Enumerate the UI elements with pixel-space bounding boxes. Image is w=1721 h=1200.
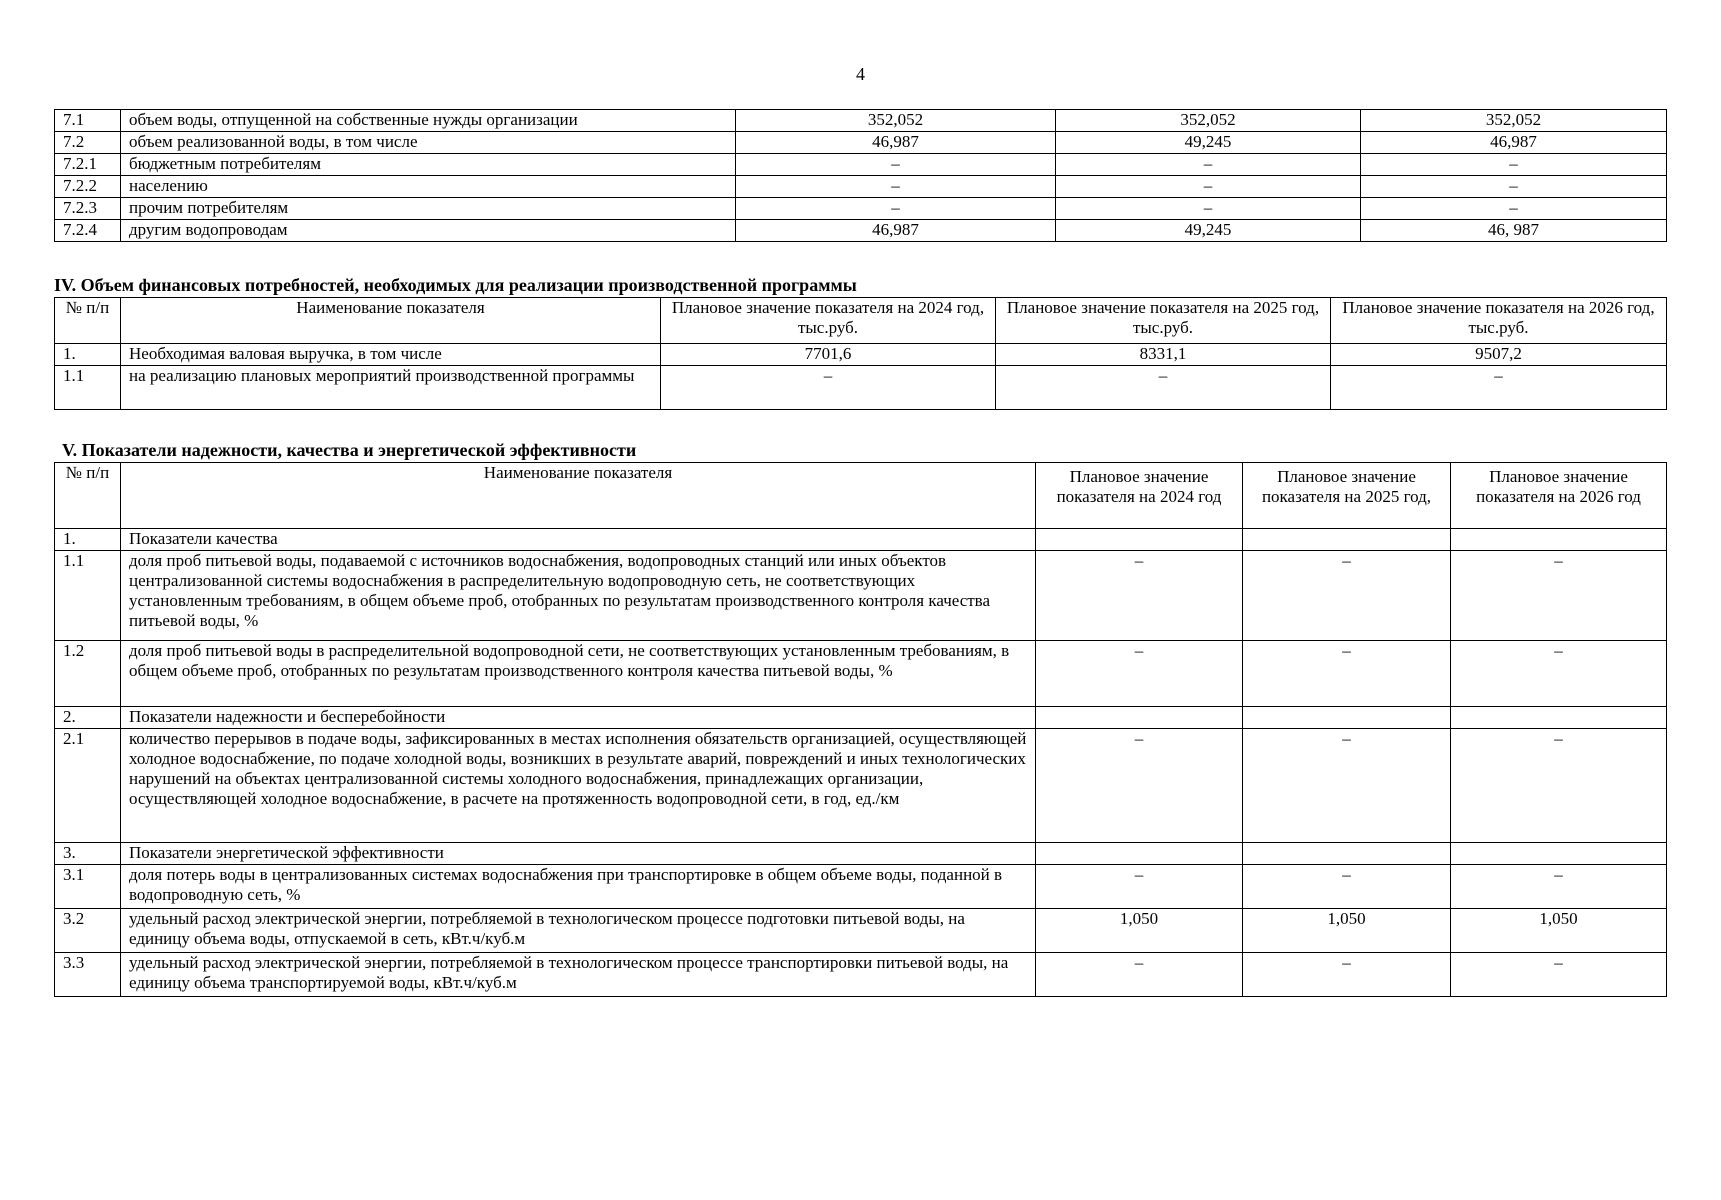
- row-number: 7.2.4: [55, 220, 121, 242]
- section-4-title: IV. Объем финансовых потребностей, необходимых для реализации производственной программы: [54, 275, 857, 295]
- indicator-name: прочим потребителям: [121, 198, 736, 220]
- reliability-quality-table: [54, 462, 1667, 997]
- value-2025: –: [996, 366, 1331, 410]
- table-row: [55, 909, 1667, 953]
- table-row: [55, 366, 1667, 410]
- value-2025: 352,052: [1056, 110, 1361, 132]
- table-row: [55, 220, 1667, 242]
- value-2025: –: [1243, 551, 1451, 641]
- indicator-name: населению: [121, 176, 736, 198]
- indicator-name: удельный расход электрической энергии, потребляемой в технологическом процессе подготовки питьевой воды, на единицу объема воды, отпускаемой в сеть, кВт.ч/куб.м: [121, 909, 1036, 953]
- indicator-name: объем реализованной воды, в том числе: [121, 132, 736, 154]
- value-2026: –: [1361, 176, 1667, 198]
- value-2026: 352,052: [1361, 110, 1667, 132]
- value-2025: 1,050: [1243, 909, 1451, 953]
- indicator-name: доля проб питьевой воды в распределительной водопроводной сети, не соответствующих установленным требованиям, в общем объеме проб, отобранных по результатам производственного контроля качества питьевой воды, %: [121, 641, 1036, 707]
- value-2024: –: [736, 154, 1056, 176]
- table-row: [55, 551, 1667, 641]
- section-5-title: V. Показатели надежности, качества и энергетической эффективности: [62, 440, 637, 460]
- value-2025: [1243, 707, 1451, 729]
- table-row: [55, 865, 1667, 909]
- indicator-name: удельный расход электрической энергии, потребляемой в технологическом процессе транспортировки питьевой воды, на единицу объема транспортируемой воды, кВт.ч/куб.м: [121, 953, 1036, 997]
- value-2024: [1036, 529, 1243, 551]
- value-2024: 352,052: [736, 110, 1056, 132]
- header-name: Наименование показателя: [121, 298, 661, 344]
- table-row: [55, 132, 1667, 154]
- header-no: № п/п: [55, 298, 121, 344]
- indicator-name: бюджетным потребителям: [121, 154, 736, 176]
- table-row: [55, 953, 1667, 997]
- row-number: 1.1: [55, 366, 121, 410]
- row-number: 1.: [55, 529, 121, 551]
- indicator-name: Показатели надежности и бесперебойности: [121, 707, 1036, 729]
- table-row: [55, 110, 1667, 132]
- value-2026: 1,050: [1451, 909, 1667, 953]
- value-2026: 46, 987: [1361, 220, 1667, 242]
- value-2024: [1036, 707, 1243, 729]
- value-2024: –: [736, 198, 1056, 220]
- header-2026: Плановое значение показателя на 2026 год, тыс.руб.: [1331, 298, 1667, 344]
- value-2026: –: [1451, 641, 1667, 707]
- value-2024: 7701,6: [661, 344, 996, 366]
- value-2024: [1036, 843, 1243, 865]
- value-2025: –: [1056, 176, 1361, 198]
- header-2025: Плановое значение показателя на 2025 год, тыс.руб.: [996, 298, 1331, 344]
- indicator-name: Необходимая валовая выручка, в том числе: [121, 344, 661, 366]
- table-row: [55, 641, 1667, 707]
- value-2024: 46,987: [736, 220, 1056, 242]
- row-number: 7.2.1: [55, 154, 121, 176]
- value-2026: [1451, 707, 1667, 729]
- value-2026: –: [1361, 198, 1667, 220]
- indicator-name: доля потерь воды в централизованных системах водоснабжения при транспортировке в общем объеме воды, поданной в водопроводную сеть, %: [121, 865, 1036, 909]
- value-2024: 46,987: [736, 132, 1056, 154]
- row-number: 7.2.2: [55, 176, 121, 198]
- value-2025: [1243, 843, 1451, 865]
- row-number: 1.1: [55, 551, 121, 641]
- value-2024: –: [736, 176, 1056, 198]
- row-number: 3.1: [55, 865, 121, 909]
- header-2026: Плановое значение показателя на 2026 год: [1451, 463, 1667, 529]
- indicator-name: Показатели качества: [121, 529, 1036, 551]
- row-number: 7.2.3: [55, 198, 121, 220]
- value-2024: –: [1036, 729, 1243, 843]
- header-name: Наименование показателя: [121, 463, 1036, 529]
- row-number: 7.1: [55, 110, 121, 132]
- table-row: [55, 344, 1667, 366]
- value-2024: 1,050: [1036, 909, 1243, 953]
- table-row: [55, 176, 1667, 198]
- row-number: 1.2: [55, 641, 121, 707]
- table-row: [55, 843, 1667, 865]
- indicator-name: объем воды, отпущенной на собственные нужды организации: [121, 110, 736, 132]
- row-number: 3.3: [55, 953, 121, 997]
- value-2024: –: [1036, 551, 1243, 641]
- value-2026: –: [1451, 729, 1667, 843]
- value-2025: –: [1243, 641, 1451, 707]
- value-2026: 9507,2: [1331, 344, 1667, 366]
- value-2025: [1243, 529, 1451, 551]
- value-2026: 46,987: [1361, 132, 1667, 154]
- table-row: [55, 707, 1667, 729]
- table-row: [55, 154, 1667, 176]
- value-2026: –: [1331, 366, 1667, 410]
- value-2025: 8331,1: [996, 344, 1331, 366]
- page-number: 4: [856, 64, 865, 84]
- header-no: № п/п: [55, 463, 121, 529]
- value-2026: –: [1361, 154, 1667, 176]
- value-2026: –: [1451, 953, 1667, 997]
- financial-needs-table: [54, 297, 1667, 410]
- table-row: [55, 529, 1667, 551]
- indicator-name: доля проб питьевой воды, подаваемой с источников водоснабжения, водопроводных станций или иных объектов централизованной системы водоснабжения в распределительную водопроводную сеть, не соответствующих установленным требованиям, в общем объеме проб, отобранных по результатам производственного контроля качества питьевой воды, %: [121, 551, 1036, 641]
- header-2025: Плановое значение показателя на 2025 год,: [1243, 463, 1451, 529]
- water-volume-table: [54, 109, 1667, 242]
- table-row: [55, 198, 1667, 220]
- value-2024: –: [1036, 953, 1243, 997]
- row-number: 7.2: [55, 132, 121, 154]
- indicator-name: количество перерывов в подаче воды, зафиксированных в местах исполнения обязательств организацией, осуществляющей холодное водоснабжение, по подаче холодной воды, возникших в результате аварий, повреждений и иных технологических нарушений на объектах централизованной системы холодного водоснабжения, принадлежащих организации, осуществляющей холодное водоснабжение, в расчете на протяженность водопроводной сети, в год, ед./км: [121, 729, 1036, 843]
- indicator-name: другим водопроводам: [121, 220, 736, 242]
- row-number: 3.: [55, 843, 121, 865]
- value-2025: 49,245: [1056, 220, 1361, 242]
- header-2024: Плановое значение показателя на 2024 год: [1036, 463, 1243, 529]
- row-number: 1.: [55, 344, 121, 366]
- value-2024: –: [1036, 865, 1243, 909]
- row-number: 2.: [55, 707, 121, 729]
- value-2026: –: [1451, 865, 1667, 909]
- value-2025: –: [1056, 198, 1361, 220]
- value-2025: 49,245: [1056, 132, 1361, 154]
- indicator-name: на реализацию плановых мероприятий производственной программы: [121, 366, 661, 410]
- header-2024: Плановое значение показателя на 2024 год, тыс.руб.: [661, 298, 996, 344]
- value-2024: –: [1036, 641, 1243, 707]
- indicator-name: Показатели энергетической эффективности: [121, 843, 1036, 865]
- value-2026: [1451, 529, 1667, 551]
- value-2025: –: [1056, 154, 1361, 176]
- value-2025: –: [1243, 865, 1451, 909]
- value-2024: –: [661, 366, 996, 410]
- row-number: 3.2: [55, 909, 121, 953]
- value-2025: –: [1243, 729, 1451, 843]
- row-number: 2.1: [55, 729, 121, 843]
- value-2026: [1451, 843, 1667, 865]
- table-row: [55, 729, 1667, 843]
- value-2026: –: [1451, 551, 1667, 641]
- value-2025: –: [1243, 953, 1451, 997]
